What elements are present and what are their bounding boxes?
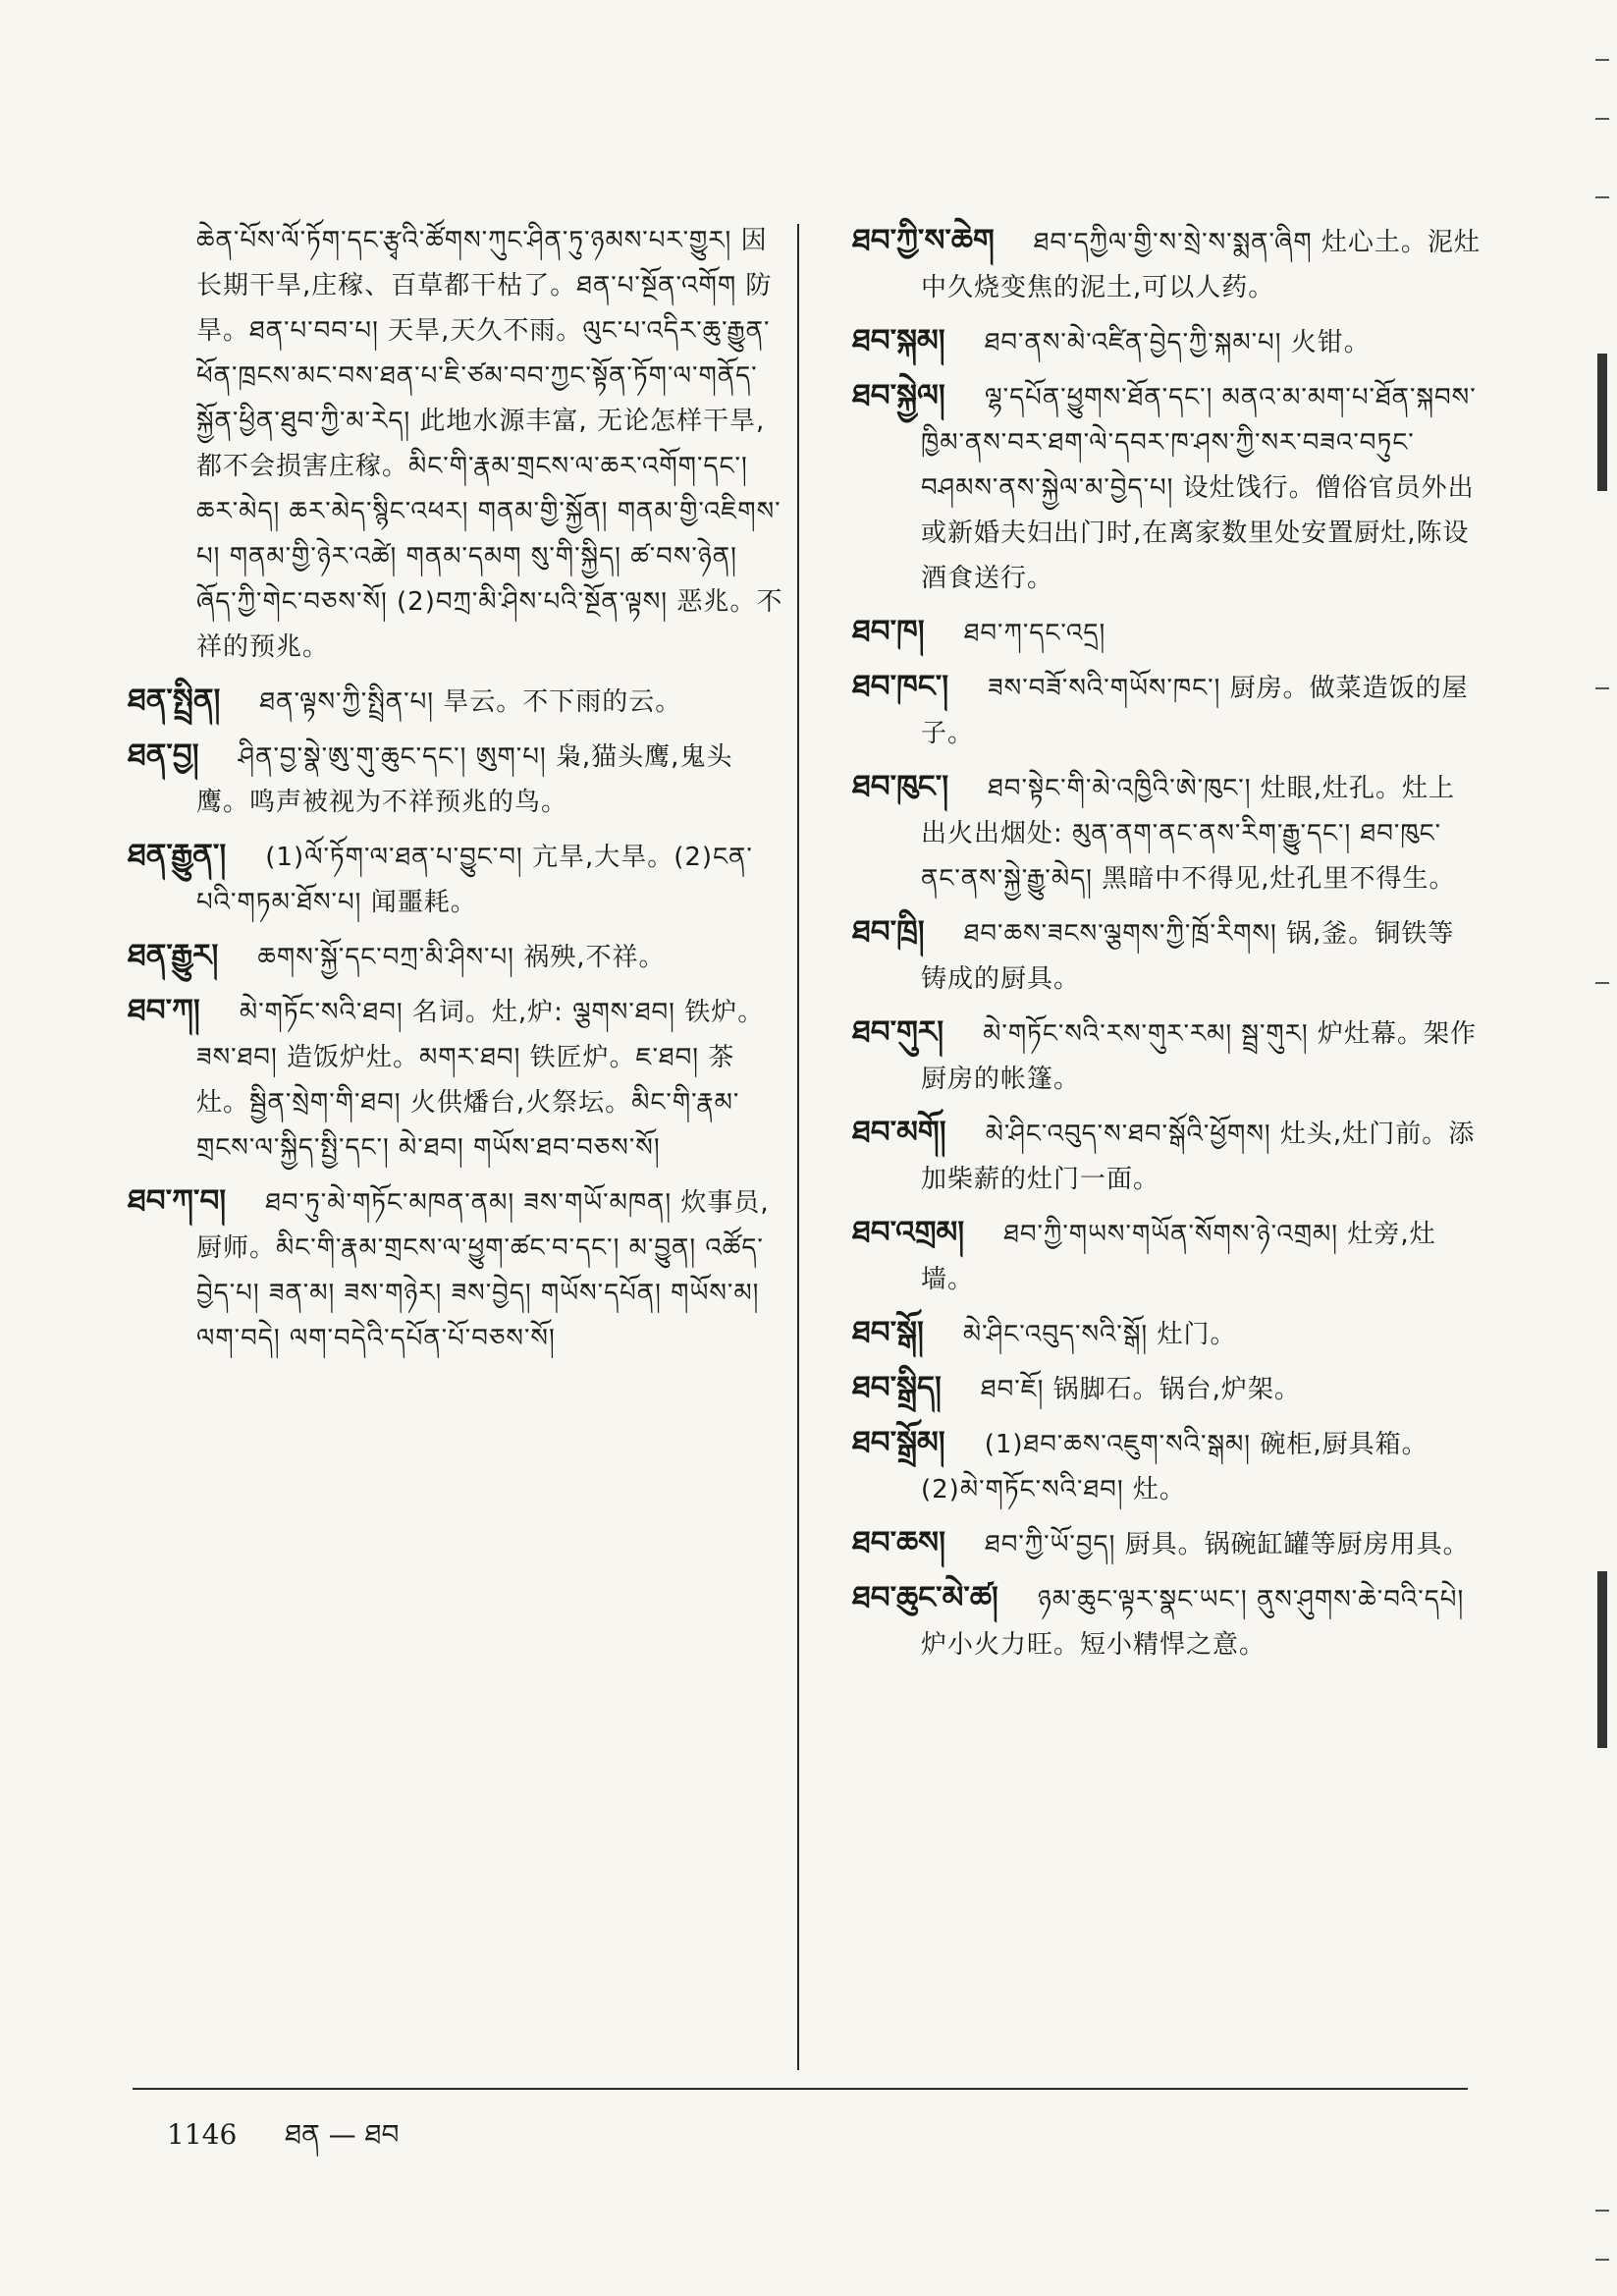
entry-headword: ཐན་རྒྱུར། <box>128 938 219 973</box>
entry-definition: ལྷ་དཔོན་ཕྱུགས་ཐོན་དང་། མནའ་མ་མག་པ་ཐོན་སྐབས་ཁྱིམ་ནས་བར་ཐག་ལེ་དབར་ཁ་ཤས་ཀྱི་སར་བཟའ་བཏུང་བཤམས་ནས་སྐྱེལ་མ་བྱེད་པ། 设灶饯行。僧俗官员外出或新婚夫妇出门时,在离家数里处安置厨灶,陈设酒食送行。 <box>921 383 1477 593</box>
entry-definition: ཉམ་ཆུང་ལྟར་སྣང་ཡང་། ནུས་ཤུགས་ཆེ་བའི་དཔེ། 炉小火力旺。短小精悍之意。 <box>921 1585 1465 1660</box>
dictionary-entry <box>852 1210 1481 1302</box>
entry-definition: ཤིན་བྱ་སྣེ་ཨུ་གུ་ཆུང་དང་། ཨུག་པ། 枭,猫头鹰,鬼头鹰。鸣声被视为不祥预兆的鸟。 <box>196 742 733 817</box>
entry-headword: ཐབ་སྐྱེལ། <box>852 378 945 413</box>
dictionary-entry <box>128 678 785 725</box>
entry-definition: ཐབ་ཀ་དང་འདྲ། <box>963 619 1106 648</box>
column-divider <box>797 224 799 2070</box>
dictionary-entry <box>852 373 1481 601</box>
footer-rule <box>133 2088 1468 2090</box>
entry-headword: ཐབ་ཁྲི། <box>852 914 925 950</box>
dictionary-entry <box>852 1010 1481 1102</box>
dictionary-entry <box>128 218 785 670</box>
entry-headword: ཐབ་སྐམ། <box>852 323 945 358</box>
entry-definition: ཟས་བཟོ་སའི་གཡོས་ཁང་། 厨房。做菜造饭的屋子。 <box>921 674 1469 748</box>
dictionary-entry <box>852 1110 1481 1202</box>
dictionary-entry <box>128 933 785 980</box>
dictionary-entry <box>852 1365 1481 1412</box>
dictionary-entry <box>852 1310 1481 1357</box>
entry-headword: ཐན་བྱ། <box>128 738 199 773</box>
dictionary-entry <box>852 1575 1481 1667</box>
left-column <box>128 218 785 1369</box>
entry-definition: ཆགས་སྐྱོ་དང་བཀྲ་མི་ཤིས་པ། 祸殃,不祥。 <box>257 943 666 972</box>
dictionary-entry <box>852 909 1481 1002</box>
dictionary-entry <box>852 1420 1481 1512</box>
entry-definition: ཐན་ལྟས་ཀྱི་སྤྲིན་པ། 旱云。不下雨的云。 <box>259 687 682 717</box>
entry-headword: ཐབ་འགྲམ། <box>852 1215 965 1250</box>
entry-definition: (1)ལོ་ཏོག་ལ་ཐན་པ་བྱུང་བ། 亢旱,大旱。(2)ངན་པའི་གཏམ་ཐོས་པ། 闻噩耗。 <box>196 843 753 917</box>
entry-definition: མེ་ཤིང་འབུད་སའི་སྒོ། 灶门。 <box>962 1320 1237 1349</box>
dictionary-entry <box>852 318 1481 365</box>
entry-headword: ཐབ་སྒྲོམ། <box>852 1425 945 1460</box>
dictionary-entry <box>852 218 1481 310</box>
entry-definition: ཐབ་ཇོ། 锅脚石。锅台,炉架。 <box>980 1375 1301 1404</box>
entry-headword: ཐབ་ཀྱི་ས་ཆེག <box>852 223 995 258</box>
entry-definition: མེ་ཤིང་འབུད་ས་ཐབ་སྒོའི་ཕྱོགས། 灶头,灶门前。添加柴薪的灶门一面。 <box>921 1120 1476 1194</box>
entry-definition: ཐབ་ཆས་ཟངས་ལྕགས་ཀྱི་ཁྲོ་རིགས། 锅,釜。铜铁等铸成的厨具。 <box>921 919 1455 994</box>
entry-headword: ཐབ་སྒྲིད། <box>852 1370 942 1405</box>
entry-definition: ཐབ་ཏུ་མེ་གཏོང་མཁན་ནམ། ཟས་གཡོ་མཁན། 炊事员,厨师。མིང་གི་རྣམ་གྲངས་ལ་ཕྱུག་ཚང་བ་དང་། མ་བྱུན། འཚོད་བྱེད་པ། ཟན་མ། ཟས་གཉེར། ཟས་བྱེད། གཡོས་དཔོན། གཡོས་མ། ལག་བདེ། ལག་བདེའི་དཔོན་པོ་བཅས་སོ། <box>196 1188 770 1353</box>
entry-headword: ཐབ་ཁ། <box>852 614 925 649</box>
entry-headword: ཐབ་ཀ་བ། <box>128 1183 227 1219</box>
entry-definition: མེ་གཏོང་སའི་རས་གུར་རམ། སྦྲ་གུར། 炉灶幕。架作厨房的帐篷。 <box>921 1019 1477 1094</box>
entry-definition: ཐབ་ཀྱི་གཡས་གཡོན་སོགས་ཉེ་འགྲམ། 灶旁,灶墙。 <box>921 1220 1436 1294</box>
page-number: 1146 <box>167 2118 238 2151</box>
entry-definition: མེ་གཏོང་སའི་ཐབ། 名词。灶,炉: ལྕགས་ཐབ། 铁炉。ཟས་ཐབ། 造饭炉灶。མགར་ཐབ། 铁匠炉。ཇ་ཐབ། 茶灶。སྦྱིན་སྲེག་གི་ཐབ། 火供燔台,火祭坛。མིང་གི་རྣམ་གྲངས་ལ་སྐྱིད་སྤྱི་དང་། མེ་ཐབ། གཡོས་ཐབ་བཅས་སོ། <box>196 998 765 1163</box>
entry-definition: ཐབ་ནས་མེ་འཛིན་བྱེད་ཀྱི་སྐམ་པ། 火钳。 <box>984 328 1371 357</box>
right-column <box>852 218 1481 1675</box>
dictionary-entry <box>852 1520 1481 1567</box>
dictionary-entry <box>128 833 785 925</box>
dictionary-entry <box>128 733 785 825</box>
entry-headword: ཐབ་ཆུང་མེ་ཚ། <box>852 1580 998 1615</box>
entry-definition: ཆེན་པོས་ལོ་ཏོག་དང་རྩྭའི་ཚོགས་ཀུང་ཤིན་ཏུ་ཉམས་པར་གྱུར། 因长期干旱,庄稼、百草都干枯了。ཐན་པ་སྔོན་འགོག 防旱。ཐན་པ་བབ་པ། 天旱,天久不雨。ལུང་པ་འདིར་ཆུ་རྒྱུན་ཕོན་ཁྲངས་མང་བས་ཐན་པ་ཇི་ཙམ་བབ་ཀྱང་སྟོན་ཏོག་ལ་གནོད་སྐྱོན་ཕྱིན་ཐུབ་ཀྱི་མ་རེད། 此地水源丰富, 无论怎样干旱, 都不会损害庄稼。མིང་གི་རྣམ་གྲངས་ལ་ཆར་འགོག་དང་། ཆར་མེད། ཆར་མེད་སྙིང་འཕར། གནམ་གྱི་སྐྱོན། གནམ་གྱི་འཇིགས་པ། གནམ་གྱི་ཉེར་འཚེ། གནམ་དམག སུ་གི་སྐྱིད། ཚ་བས་ཉེན། ཞོད་ཀྱི་གེང་བཅས་སོ། (2)བཀྲ་མི་ཤིས་པའི་སྔོན་ལྟས། 恶兆。不祥的预兆。 <box>196 226 783 662</box>
entry-headword: ཐབ་གུར། <box>852 1014 944 1050</box>
dictionary-entry <box>852 764 1481 902</box>
dictionary-entry <box>852 664 1481 756</box>
entry-headword: ཐབ་མགོ། <box>852 1115 946 1150</box>
dictionary-entry <box>128 1178 785 1361</box>
entry-definition: ཐབ་དཀྱིལ་གྱི་ས་སྲེ་ས་སྨན་ཞིག 灶心土。泥灶中久烧变焦的泥土,可以人药。 <box>921 228 1481 302</box>
entry-headword: ཐབ་ཁུང་། <box>852 769 949 804</box>
entry-headword: ཐབ་ཆས། <box>852 1525 945 1560</box>
page-footer <box>167 2104 399 2181</box>
entry-definition: ཐབ་ཀྱི་ཡོ་བྱད། 厨具。锅碗缸罐等厨房用具。 <box>984 1530 1470 1559</box>
entry-definition: ཐབ་སྟེང་གི་མེ་འཁྱིའི་ཨེ་ཁུང་། 灶眼,灶孔。灶上出火出烟处: མུན་ནག་ནང་ནས་རིག་རྒྱུ་དང་། ཐབ་ཁུང་ནང་ནས་སྐྱེ་རྒྱུ་མེད། 黑暗中不得见,灶孔里不得生。 <box>921 774 1456 894</box>
entry-headword: ཐན་རྒྱུན་། <box>128 838 227 873</box>
entry-headword: ཐབ་ཁང་། <box>852 669 949 704</box>
page-range: ཐན — ཐབ <box>285 2118 400 2151</box>
entry-headword: ཐབ་ཀ། <box>128 993 200 1028</box>
dictionary-entry <box>128 988 785 1171</box>
entry-headword: ཐན་སྤྲིན། <box>128 683 221 718</box>
entry-headword: ཐབ་སྒོ། <box>852 1315 924 1350</box>
scan-edge-marks <box>1588 0 1617 2296</box>
entry-definition: (1)ཐབ་ཆས་འཇུག་སའི་སྒམ། 碗柜,厨具箱。(2)མེ་གཏོང་སའི་ཐབ། 灶。 <box>921 1430 1428 1504</box>
dictionary-entry <box>852 609 1481 656</box>
